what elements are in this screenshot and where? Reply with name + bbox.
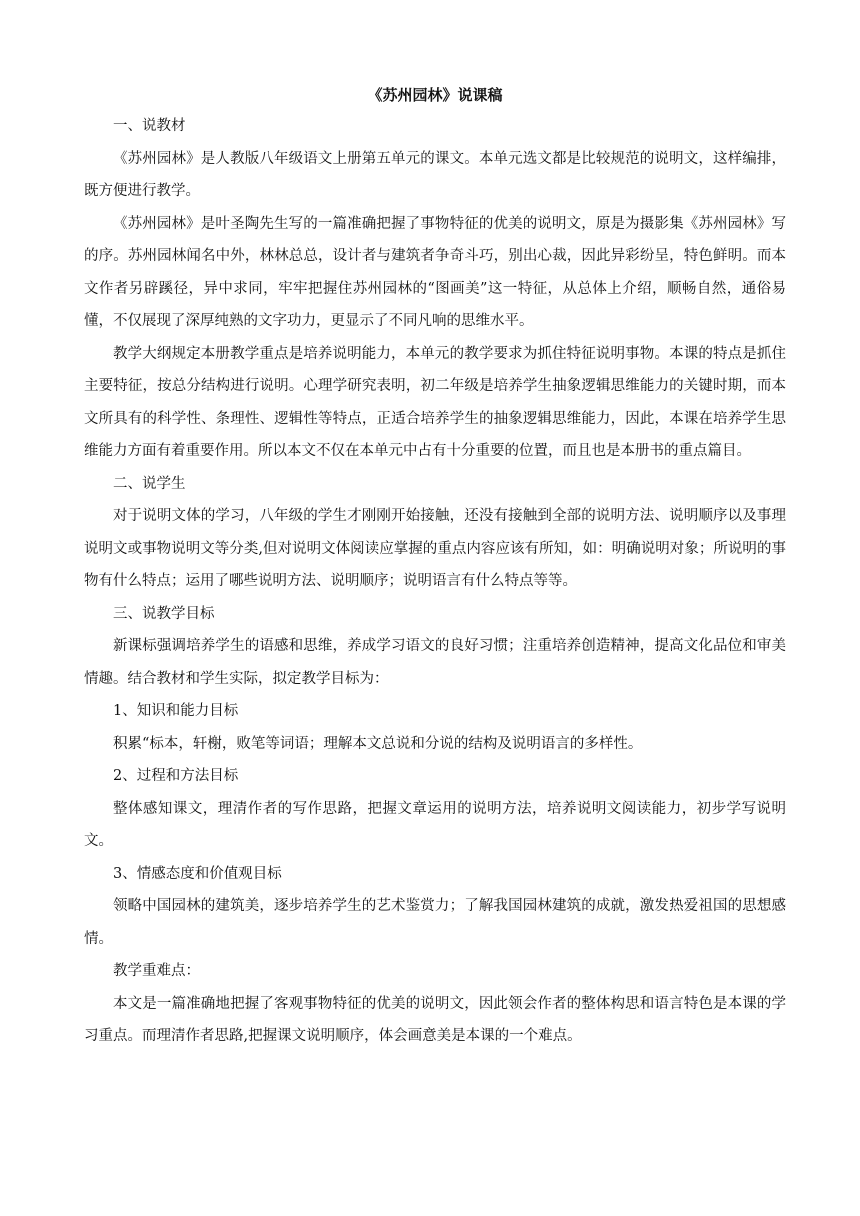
- section-heading-objectives: 三、说教学目标: [113, 605, 215, 622]
- paragraph: 新课标强调培养学生的语感和思维，养成学习语文的良好习惯；注重培养创造精神，提高文化品位和审美情趣。结合教材和学生实际，拟定教学目标为：: [84, 638, 786, 687]
- paragraph: 《苏州园林》是叶圣陶先生写的一篇准确把握了事物特征的优美的说明文，原是为摄影集《苏州园林》写的序。苏州园林闻名中外，林林总总，设计者与建筑者争奇斗巧，别出心裁，因此异彩纷呈，特色鲜明。而本文作者另辟蹊径，异中求同，牢牢把握住苏州园林的“图画美”这一特征，从总体上介绍，顺畅自然，通俗易懂，不仅展现了深厚纯熟的文字功力，更显示了不同凡响的思维水平。: [84, 215, 786, 329]
- section-heading-students: 二、说学生: [113, 475, 186, 492]
- paragraph: 教学大纲规定本册教学重点是培养说明能力，本单元的教学要求为抓住特征说明事物。本课的特点是抓住主要特征，按总分结构进行说明。心理学研究表明，初二年级是培养学生抽象逻辑思维能力的关键时期，而本文所具有的科学性、条理性、逻辑性等特点，正适合培养学生的抽象逻辑思维能力，因此，本课在培养学生思维能力方面有着重要作用。所以本文不仅在本单元中占有十分重要的位置，而且也是本册书的重点篇目。: [84, 345, 786, 459]
- heading-key-difficulties: 教学重难点：: [113, 963, 200, 979]
- document-body: [84, 80, 786, 1053]
- section-heading-textbook: 一、说教材: [113, 118, 186, 134]
- document-title: 《苏州园林》说课稿: [367, 86, 503, 104]
- paragraph: 对于说明文体的学习，八年级的学生才刚刚开始接触，还没有接触到全部的说明方法、说明顺序以及事理说明文或事物说明文等分类,但对说明文体阅读应掌握的重点内容应该有所知，如：明确说明对象；所说明的事物有什么特点；运用了哪些说明方法、说明顺序；说明语言有什么特点等等。: [84, 508, 786, 589]
- paragraph: 领略中国园林的建筑美，逐步培养学生的艺术鉴赏力；了解我国园林建筑的成就，激发热爱祖国的思想感情。: [84, 898, 786, 947]
- paragraph: 积累“标本，轩榭，败笔等词语；理解本文总说和分说的结构及说明语言的多样性。: [113, 735, 643, 752]
- paragraph: 《苏州园林》是人教版八年级语文上册第五单元的课文。本单元选文都是比较规范的说明文，这样编排，既方便进行教学。: [84, 150, 786, 199]
- paragraph: 本文是一篇准确地把握了客观事物特征的优美的说明文，因此领会作者的整体构思和语言特色是本课的学习重点。而理清作者思路,把握课文说明顺序，体会画意美是本课的一个难点。: [84, 995, 786, 1044]
- subheading-process: 2、过程和方法目标: [113, 768, 239, 784]
- subheading-knowledge: 1、知识和能力目标: [113, 703, 239, 719]
- paragraph: 整体感知课文，理清作者的写作思路，把握文章运用的说明方法，培养说明文阅读能力，初步学写说明文。: [84, 800, 786, 849]
- subheading-values: 3、情感态度和价值观目标: [113, 865, 282, 882]
